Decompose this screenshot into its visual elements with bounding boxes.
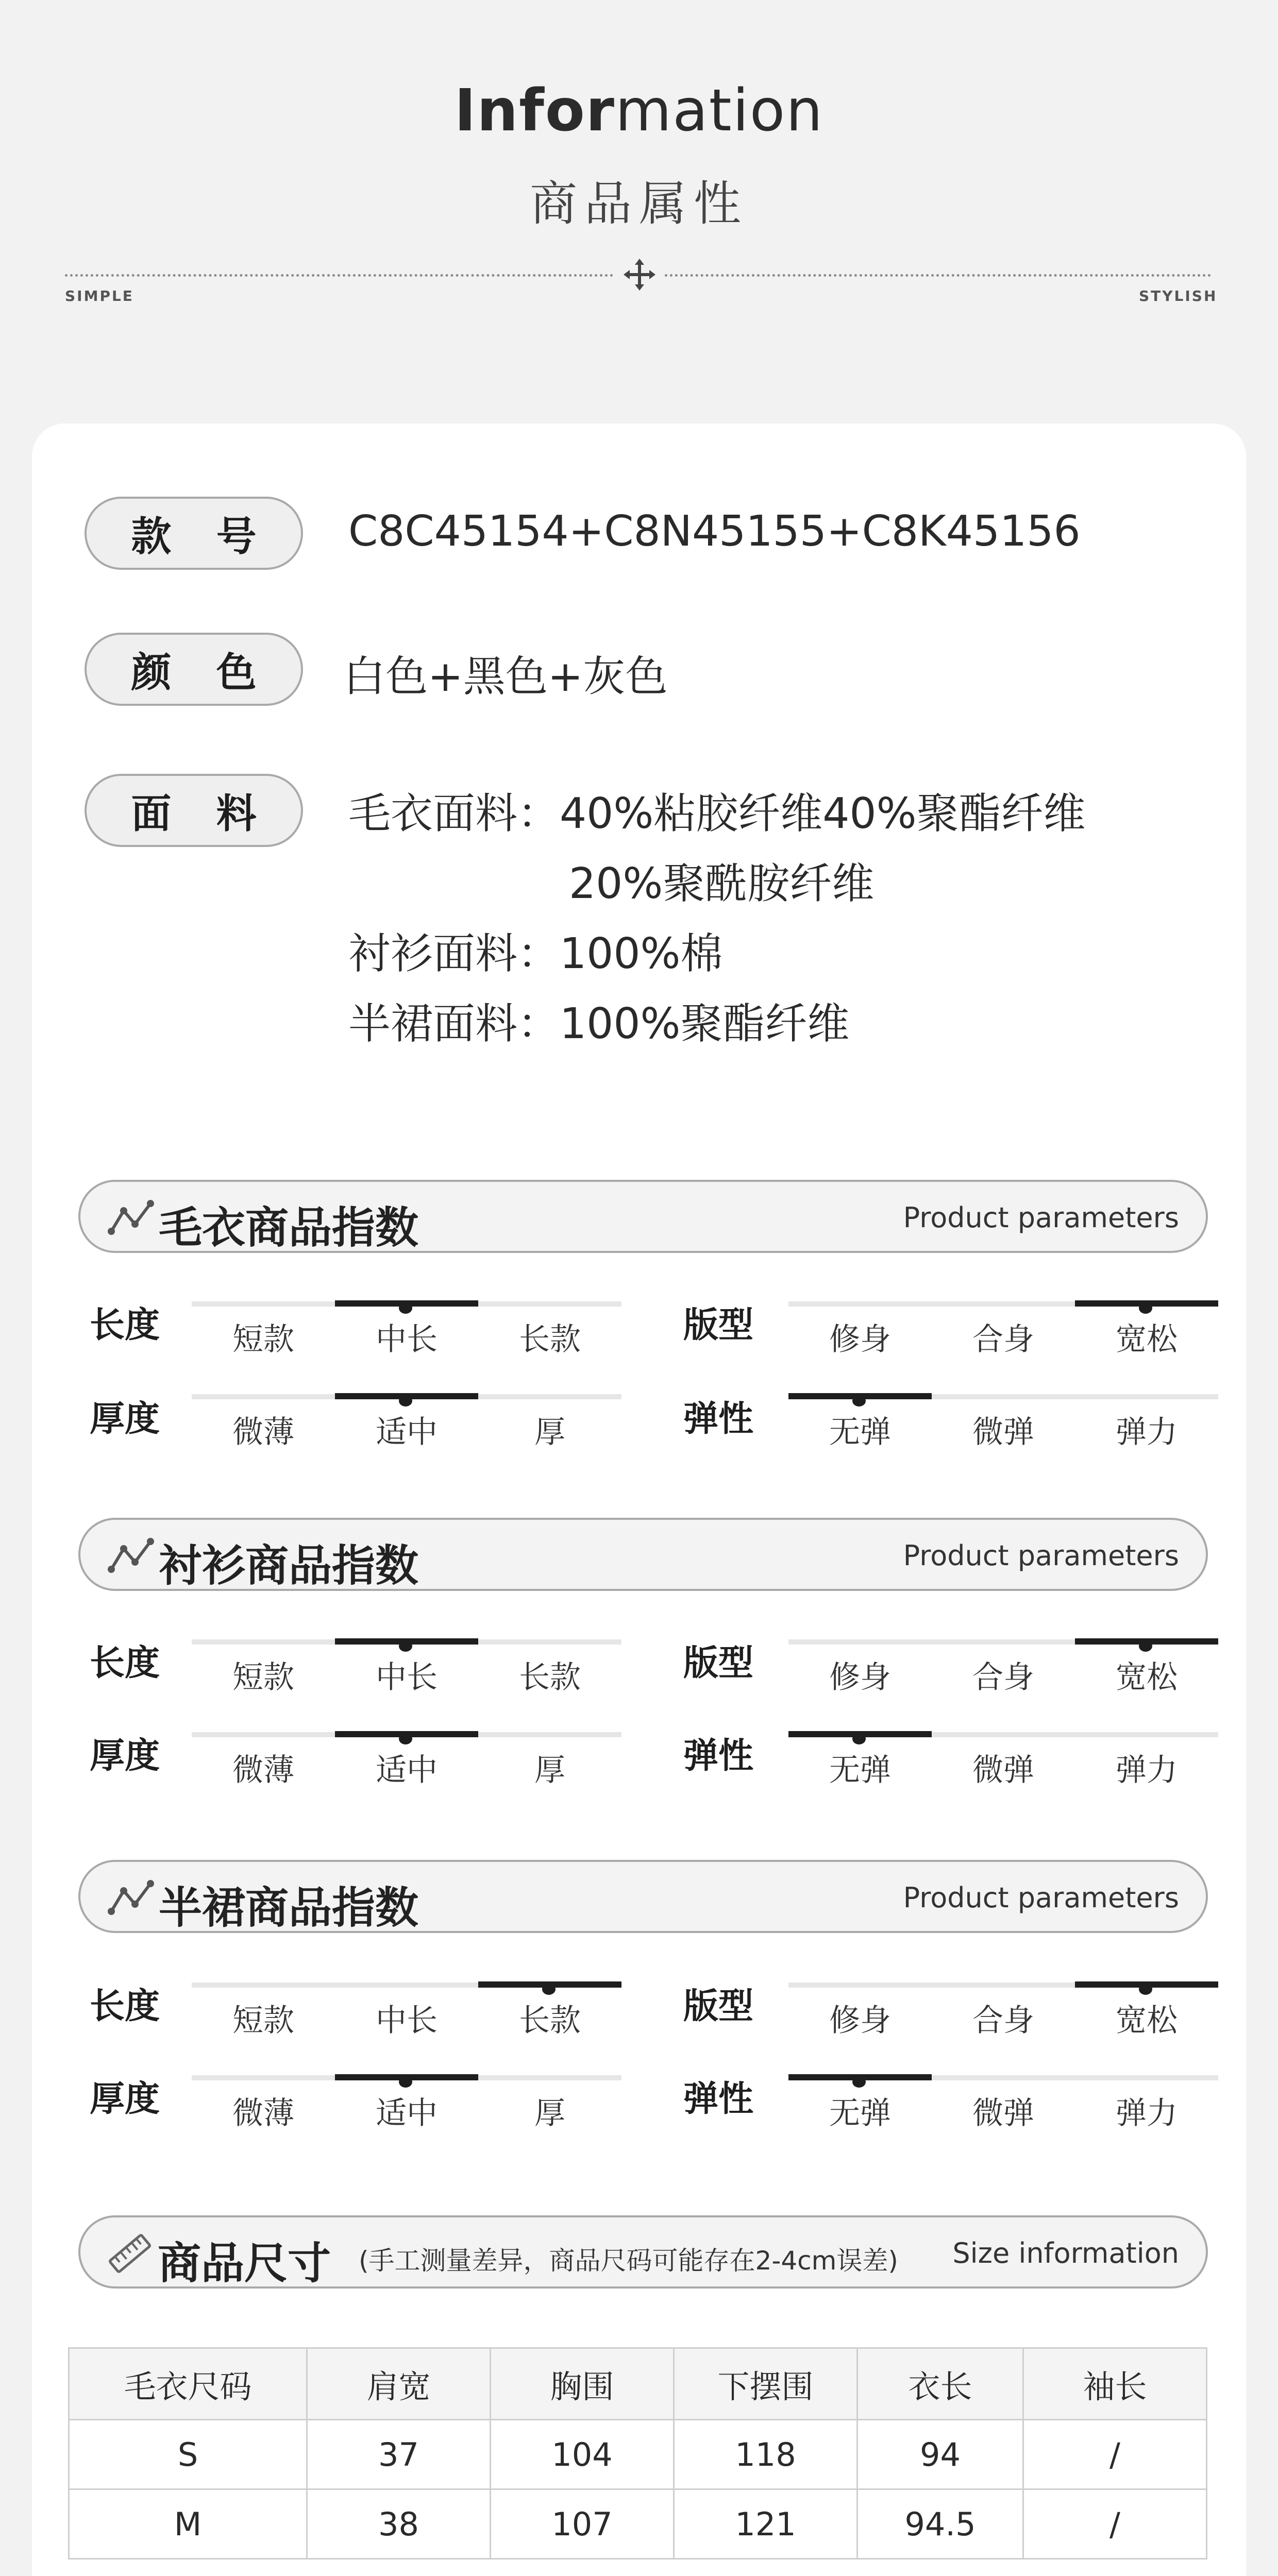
fabric-line-4: 半裙面料：100%聚酯纤维 (348, 999, 850, 1048)
size-title: 商品尺寸 (158, 2238, 331, 2289)
index-option: 短款 (232, 1321, 294, 1358)
index-track (192, 1301, 621, 1307)
section-bar-skirt (78, 1860, 1208, 1933)
index-option: 微弹 (972, 1752, 1034, 1788)
index-marker (335, 1638, 478, 1645)
index-option: 无弹 (829, 1414, 891, 1450)
table-cell: / (1023, 2489, 1207, 2559)
index-marker (788, 2074, 932, 2080)
index-option: 弹力 (1116, 1752, 1178, 1788)
section-title: 半裙商品指数 (159, 1883, 419, 1933)
index-option: 短款 (232, 1659, 294, 1696)
index-track (788, 1732, 1218, 1737)
index-label: 弹性 (683, 1736, 754, 1776)
table-header: 胸围 (491, 2348, 674, 2420)
title-bold: Infor (454, 77, 616, 144)
fabric-line-3: 衬衫面料：100%棉 (348, 929, 723, 978)
index-marker (1075, 1638, 1218, 1645)
table-cell: / (1023, 2420, 1207, 2489)
section-en: Product parameters (903, 1882, 1179, 1914)
index-track (192, 1732, 621, 1737)
index-option: 合身 (972, 1659, 1034, 1696)
index-marker (788, 1393, 932, 1399)
table-cell: M (69, 2489, 307, 2559)
index-option: 合身 (972, 2003, 1034, 2039)
index-option: 修身 (829, 2003, 891, 2039)
four-way-cross-icon (623, 258, 657, 292)
style-no-value: C8C45154+C8N45155+C8K45156 (348, 507, 1081, 556)
section-en: Product parameters (903, 1201, 1179, 1234)
trend-line-icon (107, 1879, 155, 1917)
trend-line-icon (107, 1199, 155, 1236)
index-option: 中长 (376, 2003, 438, 2039)
style-no-label: 款 号 (85, 497, 303, 570)
index-option: 适中 (376, 2095, 438, 2131)
index-track (192, 2075, 621, 2080)
divider-right (665, 274, 1211, 277)
table-cell: 118 (674, 2420, 857, 2489)
index-option: 适中 (376, 1414, 438, 1450)
index-marker (1075, 1981, 1218, 1988)
index-option: 适中 (376, 1752, 438, 1788)
color-value: 白色+黑色+灰色 (343, 652, 668, 701)
table-cell: 94 (857, 2420, 1023, 2489)
index-track (192, 1982, 621, 1988)
index-track (788, 1301, 1218, 1307)
index-label: 版型 (683, 1305, 754, 1346)
index-label: 长度 (90, 1305, 160, 1346)
index-option: 厚 (534, 1752, 565, 1788)
index-track (788, 1394, 1218, 1399)
index-marker (335, 2074, 478, 2080)
size-table (68, 2347, 1207, 2560)
index-label: 版型 (683, 1986, 754, 2027)
index-option: 厚 (534, 2095, 565, 2131)
index-option: 修身 (829, 1321, 891, 1358)
index-option: 宽松 (1116, 2003, 1178, 2039)
index-track (192, 1639, 621, 1645)
index-label: 厚度 (90, 2079, 160, 2120)
table-cell: S (69, 2420, 307, 2489)
trend-line-icon (107, 1537, 155, 1574)
index-option: 合身 (972, 1321, 1034, 1358)
index-option: 中长 (376, 1659, 438, 1696)
table-row (69, 2489, 1207, 2559)
size-bar (78, 2215, 1208, 2289)
size-note: (手工测量差异，商品尺码可能存在2-4cm误差) (359, 2246, 898, 2276)
divider-left (65, 274, 613, 277)
index-option: 宽松 (1116, 1321, 1178, 1358)
page-subtitle: 商品属性 (529, 176, 748, 231)
section-title: 毛衣商品指数 (159, 1202, 419, 1253)
section-title: 衬衫商品指数 (159, 1540, 419, 1591)
index-option: 无弹 (829, 1752, 891, 1788)
index-option: 宽松 (1116, 1659, 1178, 1696)
size-en: Size information (952, 2237, 1179, 2269)
index-option: 微弹 (972, 2095, 1034, 2131)
index-option: 微弹 (972, 1414, 1034, 1450)
title-light: mation (615, 77, 824, 144)
index-marker (335, 1300, 478, 1307)
table-cell: 38 (307, 2489, 491, 2559)
index-label: 长度 (90, 1986, 160, 2027)
index-track (788, 2075, 1218, 2080)
fabric-line-2: 20%聚酰胺纤维 (569, 859, 875, 908)
index-marker (1075, 1300, 1218, 1307)
index-track (192, 1394, 621, 1399)
section-bar-shirt (78, 1518, 1208, 1591)
table-cell: 37 (307, 2420, 491, 2489)
index-option: 长款 (519, 1659, 581, 1696)
index-option: 微薄 (232, 1414, 294, 1450)
tag-stylish: STYLISH (1139, 287, 1218, 304)
index-track (788, 1982, 1218, 1988)
tag-simple: SIMPLE (65, 287, 134, 304)
table-cell: 104 (491, 2420, 674, 2489)
table-cell: 107 (491, 2489, 674, 2559)
index-option: 短款 (232, 2003, 294, 2039)
fabric-label: 面 料 (85, 774, 303, 847)
table-header-row (69, 2348, 1207, 2420)
table-header: 袖长 (1023, 2348, 1207, 2420)
index-option: 弹力 (1116, 1414, 1178, 1450)
index-option: 长款 (519, 1321, 581, 1358)
index-option: 长款 (519, 2003, 581, 2039)
index-option: 弹力 (1116, 2095, 1178, 2131)
table-cell: 121 (674, 2489, 857, 2559)
index-marker (335, 1393, 478, 1399)
index-label: 厚度 (90, 1736, 160, 1776)
index-marker (788, 1731, 932, 1737)
index-label: 版型 (683, 1643, 754, 1684)
ruler-icon (107, 2233, 153, 2274)
section-en: Product parameters (903, 1539, 1179, 1572)
section-bar-sweater (78, 1180, 1208, 1253)
table-header: 毛衣尺码 (69, 2348, 307, 2420)
index-label: 弹性 (683, 2079, 754, 2120)
index-marker (335, 1731, 478, 1737)
index-track (788, 1639, 1218, 1645)
table-header: 肩宽 (307, 2348, 491, 2420)
fabric-line-1: 毛衣面料：40%粘胶纤维40%聚酯纤维 (348, 789, 1086, 838)
index-option: 中长 (376, 1321, 438, 1358)
index-option: 无弹 (829, 2095, 891, 2131)
table-header: 衣长 (857, 2348, 1023, 2420)
index-label: 厚度 (90, 1399, 160, 1439)
index-option: 微薄 (232, 1752, 294, 1788)
color-label: 颜 色 (85, 633, 303, 706)
index-option: 修身 (829, 1659, 891, 1696)
table-row (69, 2420, 1207, 2489)
index-option: 微薄 (232, 2095, 294, 2131)
table-cell: 94.5 (857, 2489, 1023, 2559)
table-header: 下摆围 (674, 2348, 857, 2420)
page-title (0, 77, 1278, 144)
index-marker (478, 1981, 621, 1988)
index-option: 厚 (534, 1414, 565, 1450)
index-label: 弹性 (683, 1399, 754, 1439)
index-label: 长度 (90, 1643, 160, 1684)
